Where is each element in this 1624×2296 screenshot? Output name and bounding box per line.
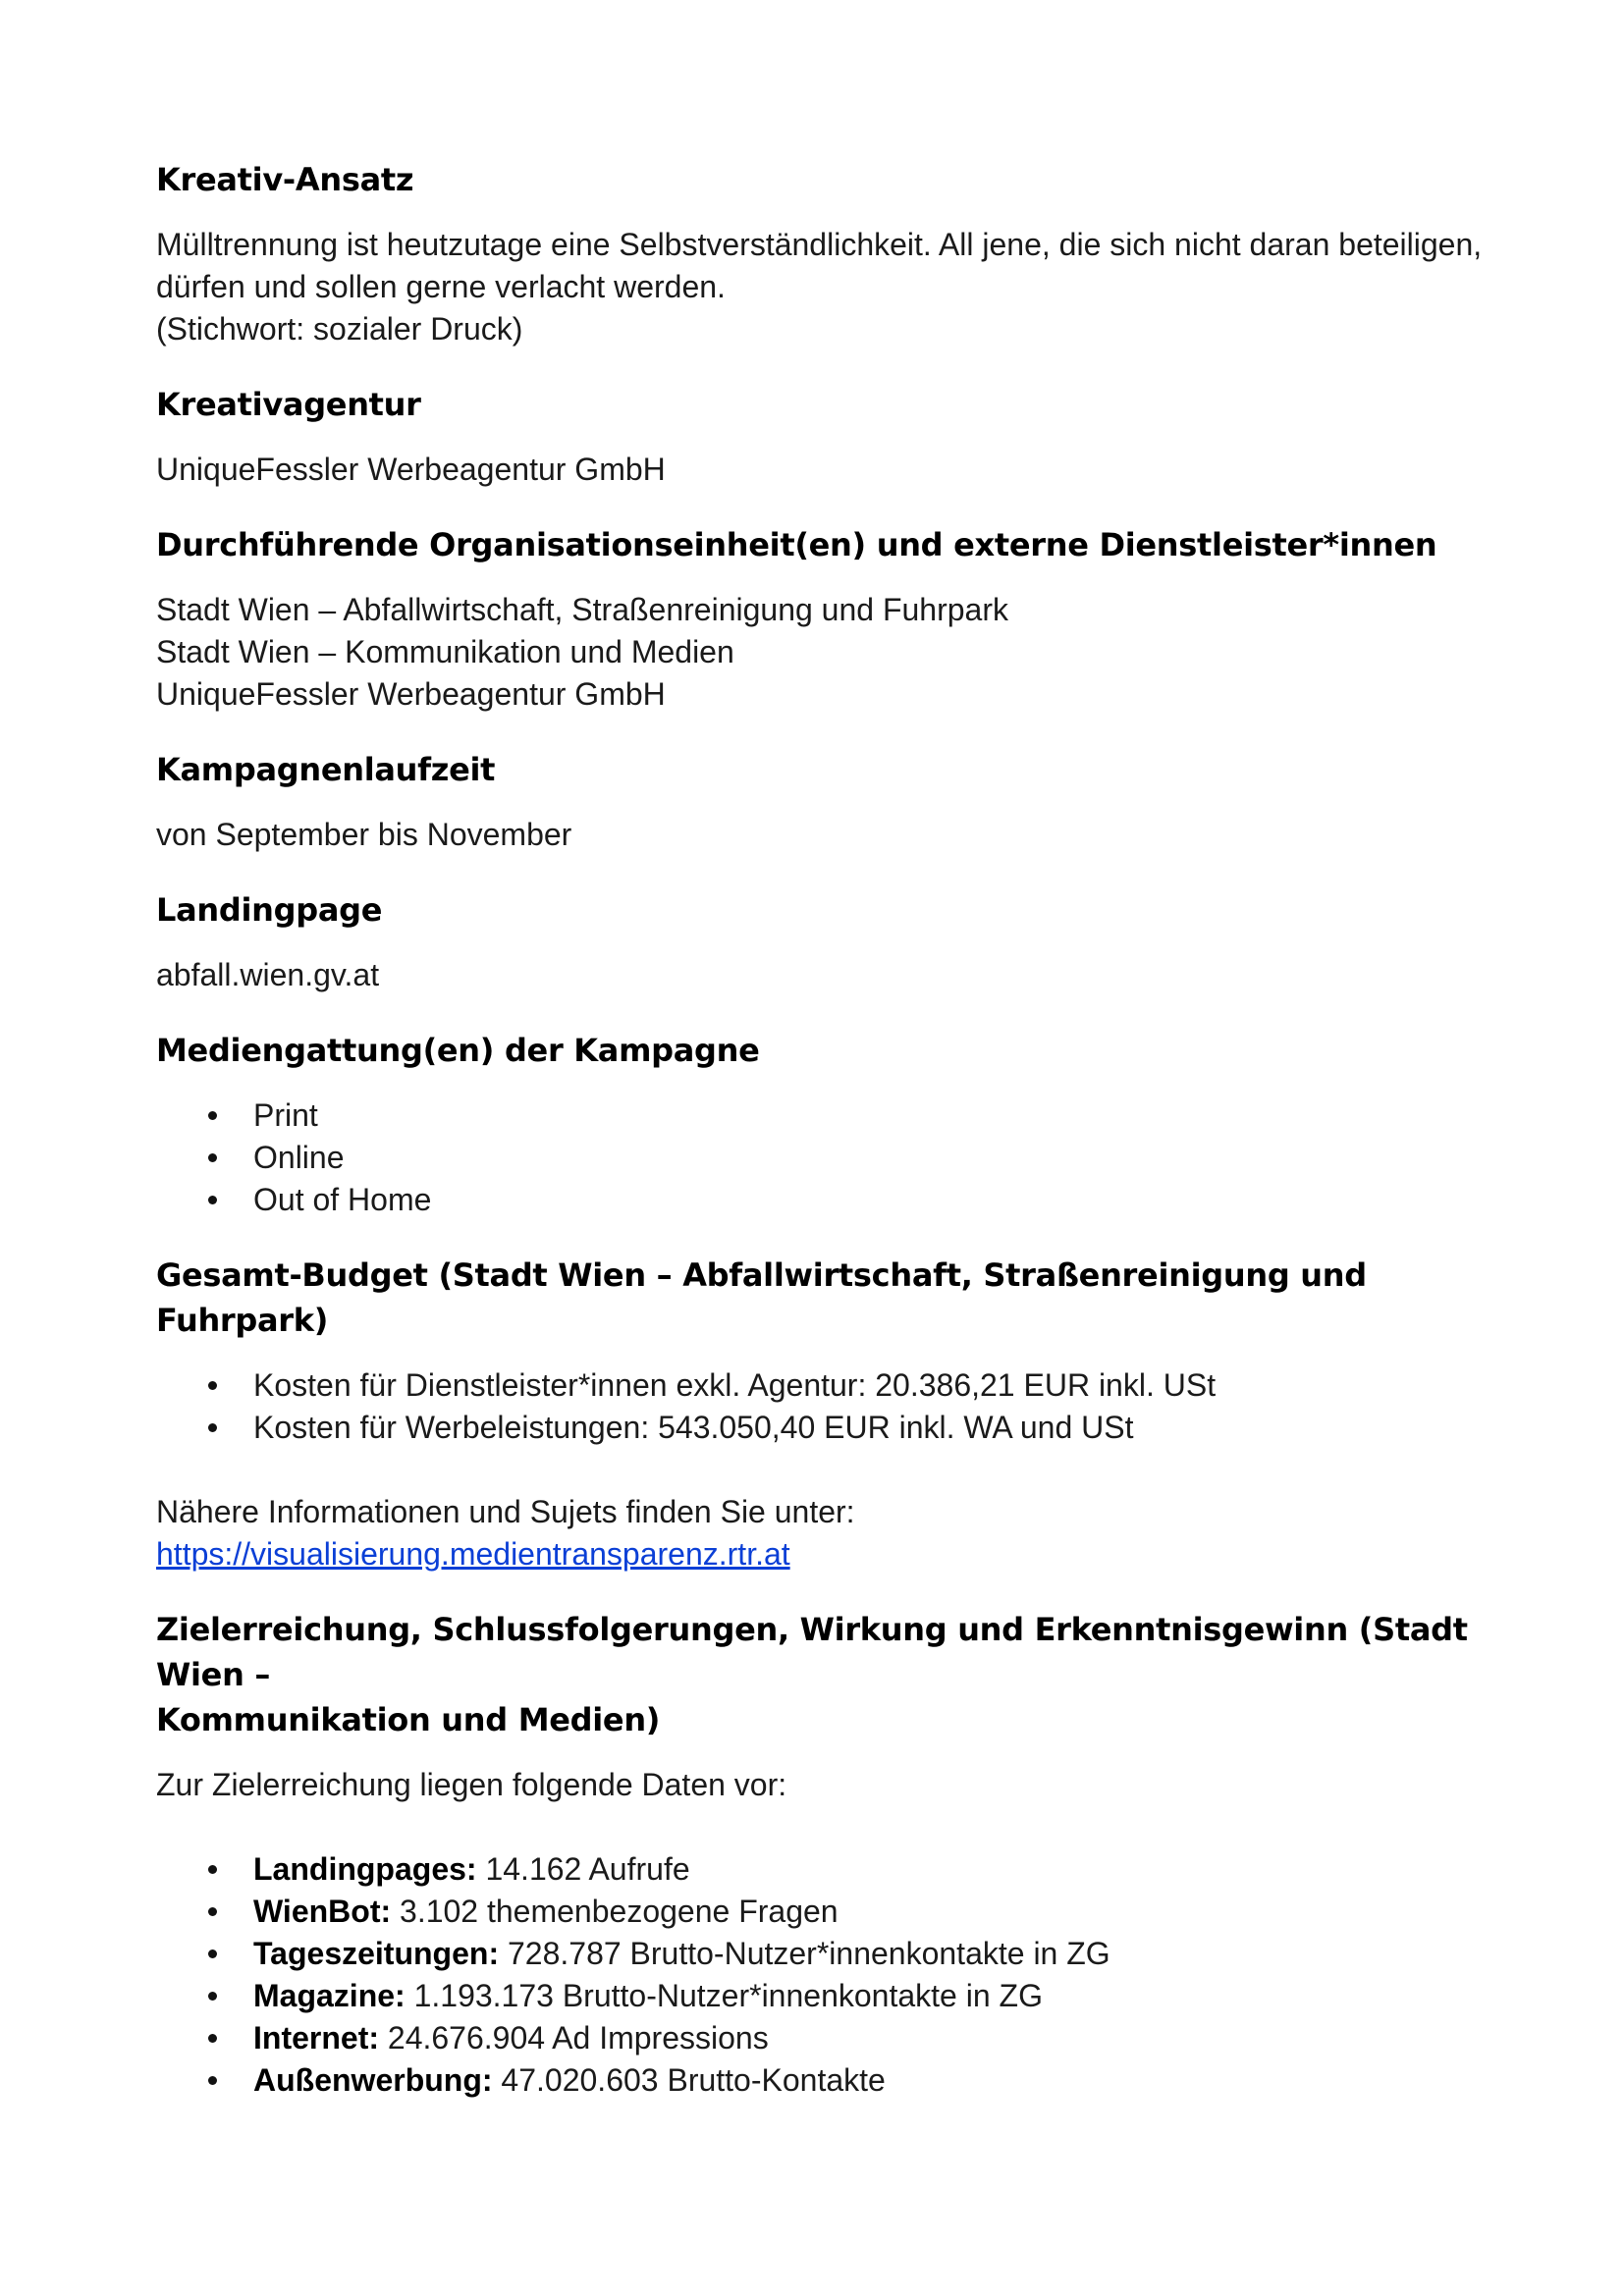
metric-value: 1.193.173 Brutto-Nutzer*innenkontakte in ZG: [405, 1978, 1043, 2013]
section-kreativ-ansatz: [156, 157, 1491, 350]
list-item: [253, 1933, 1491, 1975]
list-item: [253, 1848, 1491, 1891]
metric-value: 14.162 Aufrufe: [476, 1851, 690, 1887]
document-page: [156, 157, 1491, 2133]
heading-mediengattungen: Mediengattung(en) der Kampagne: [156, 1032, 760, 1069]
heading-zielerreichung-line2: Kommunikation und Medien): [156, 1701, 661, 1738]
kreativ-ansatz-line: Mülltrennung ist heutzutage eine Selbstverständlichkeit. All jene, die sich nicht daran beteiligen,: [156, 227, 1483, 262]
landingpage-text: abfall.wien.gv.at: [156, 957, 380, 992]
section-landingpage: [156, 887, 1491, 996]
section-budget: [156, 1253, 1491, 1575]
list-item: [253, 1891, 1491, 1933]
metric-term: Tageszeitungen:: [253, 1936, 500, 1971]
kreativagentur-text: UniqueFessler Werbeagentur GmbH: [156, 452, 666, 487]
section-laufzeit: [156, 747, 1491, 856]
list-item: [253, 1975, 1491, 2017]
mediengattungen-list: [156, 1095, 1491, 1221]
list-item: [253, 2059, 1491, 2102]
heading-zielerreichung-line1: Zielerreichung, Schlussfolgerungen, Wirkung und Erkenntnisgewinn (Stadt Wien –: [156, 1611, 1468, 1693]
info-text: Nähere Informationen und Sujets finden Sie unter:: [156, 1494, 855, 1529]
metric-value: 47.020.603 Brutto-Kontakte: [492, 2062, 886, 2098]
heading-durchfuehrende: Durchführende Organisationseinheit(en) und externe Dienstleister*innen: [156, 526, 1437, 563]
section-kreativagentur: [156, 382, 1491, 491]
section-durchfuehrende: [156, 522, 1491, 716]
durchfuehrende-line: UniqueFessler Werbeagentur GmbH: [156, 676, 666, 712]
metric-value: 24.676.904 Ad Impressions: [379, 2020, 769, 2056]
list-item: [253, 2017, 1491, 2059]
list-item: Kosten für Werbeleistungen: 543.050,40 EUR inkl. WA und USt: [253, 1407, 1491, 1449]
zielerreichung-intro: Zur Zielerreichung liegen folgende Daten vor:: [156, 1767, 787, 1802]
metric-term: Internet:: [253, 2020, 379, 2056]
heading-zielerreichung: [156, 1607, 1491, 1742]
section-zielerreichung: [156, 1607, 1491, 2102]
heading-budget: Gesamt-Budget (Stadt Wien – Abfallwirtschaft, Straßenreinigung und Fuhrpark): [156, 1256, 1367, 1339]
list-item: Print: [253, 1095, 1491, 1137]
durchfuehrende-line: Stadt Wien – Abfallwirtschaft, Straßenreinigung und Fuhrpark: [156, 592, 1008, 627]
zielerreichung-list: [156, 1848, 1491, 2102]
laufzeit-text: von September bis November: [156, 817, 572, 852]
metric-term: Magazine:: [253, 1978, 406, 2013]
list-item: Kosten für Dienstleister*innen exkl. Agentur: 20.386,21 EUR inkl. USt: [253, 1364, 1491, 1407]
heading-landingpage: Landingpage: [156, 891, 383, 929]
list-item: Online: [253, 1137, 1491, 1179]
metric-value: 3.102 themenbezogene Fragen: [391, 1894, 839, 1929]
list-item: Out of Home: [253, 1179, 1491, 1221]
metric-value: 728.787 Brutto-Nutzer*innenkontakte in ZG: [499, 1936, 1110, 1971]
metric-term: WienBot:: [253, 1894, 392, 1929]
medientransparenz-link[interactable]: https://visualisierung.medientransparenz.rtr.at: [156, 1536, 790, 1572]
durchfuehrende-line: Stadt Wien – Kommunikation und Medien: [156, 634, 734, 669]
kreativ-ansatz-line: dürfen und sollen gerne verlacht werden.: [156, 269, 726, 304]
metric-term: Außenwerbung:: [253, 2062, 493, 2098]
budget-list: [156, 1364, 1491, 1449]
heading-kreativagentur: Kreativagentur: [156, 386, 421, 423]
metric-term: Landingpages:: [253, 1851, 477, 1887]
section-mediengattungen: [156, 1028, 1491, 1221]
heading-kreativ-ansatz: Kreativ-Ansatz: [156, 161, 414, 198]
kreativ-ansatz-line: (Stichwort: sozialer Druck): [156, 311, 523, 347]
heading-laufzeit: Kampagnenlaufzeit: [156, 751, 496, 788]
